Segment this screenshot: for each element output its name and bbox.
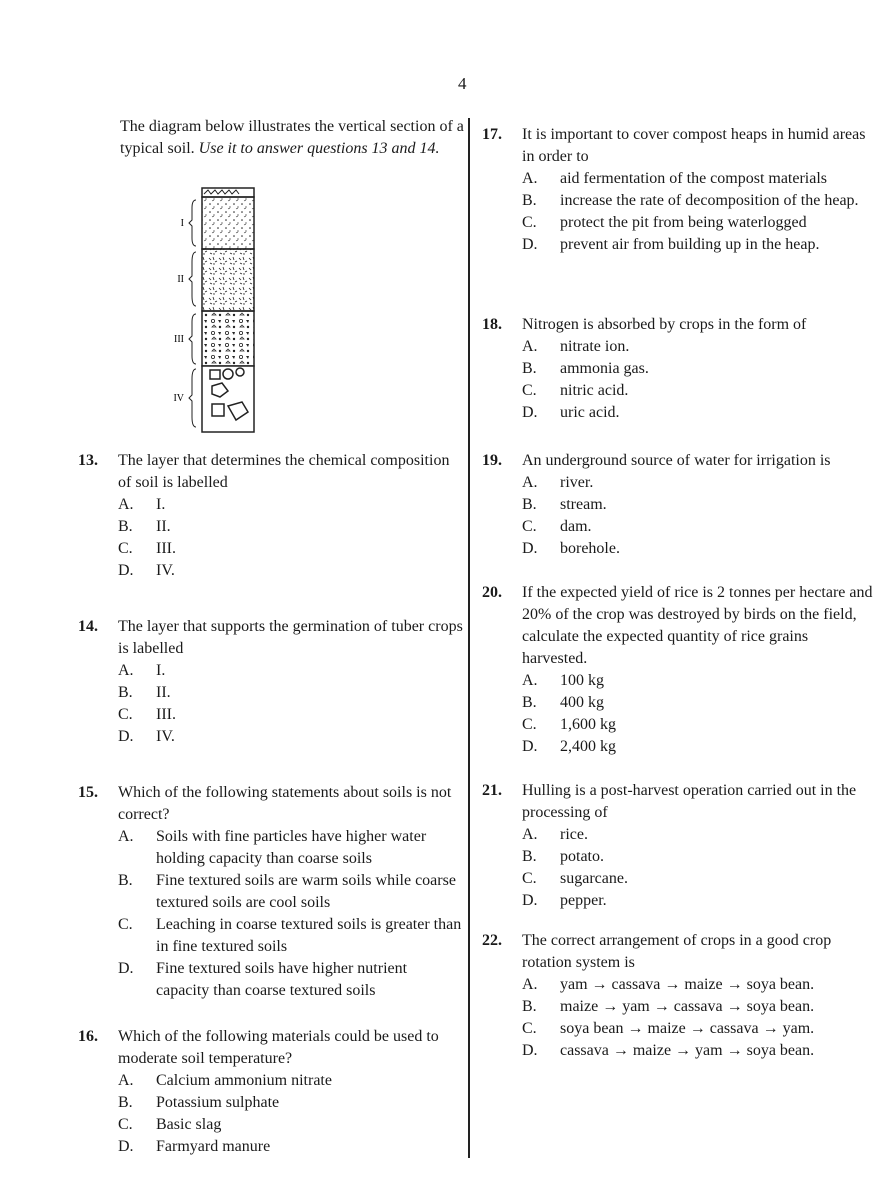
layer-label-ii: II: [177, 274, 184, 285]
option-a[interactable]: A. 100 kg: [522, 672, 604, 689]
option-a[interactable]: A. nitrate ion.: [522, 338, 630, 355]
intro-instruction: Use it to answer questions 13 and 14.: [198, 140, 440, 157]
question-stem: An underground source of water for irrigation is: [522, 452, 831, 469]
question-20: [482, 582, 877, 758]
question-stem: Which of the following statements about soils is not correct?: [118, 784, 452, 823]
option-d[interactable]: D. IV.: [118, 728, 175, 745]
question-21: [482, 780, 877, 912]
question-13: [78, 450, 463, 582]
option-c[interactable]: C. protect the pit from being waterlogged: [522, 214, 807, 231]
option-c[interactable]: C. sugarcane.: [522, 870, 628, 887]
question-number: 22.: [482, 932, 502, 949]
question-14: [78, 616, 463, 748]
question-number: 14.: [78, 618, 98, 635]
question-stem: It is important to cover compost heaps in humid areas in order to: [522, 126, 866, 165]
option-d[interactable]: D. IV.: [118, 562, 175, 579]
page-number: 4: [458, 74, 467, 93]
option-c[interactable]: C. III.: [118, 706, 176, 723]
option-c[interactable]: C. soya bean → maize → cassava → yam.: [522, 1020, 815, 1037]
option-b[interactable]: B. potato.: [522, 848, 604, 865]
option-a[interactable]: A. I.: [118, 496, 166, 513]
question-number: 16.: [78, 1028, 98, 1045]
soil-layer-i: [202, 197, 254, 249]
layer-label-iii: III: [174, 334, 184, 345]
option-b[interactable]: B. II.: [118, 518, 171, 535]
option-a[interactable]: A. Soils with fine particles have higher water holding capacity than coarse soils: [118, 828, 427, 867]
option-c[interactable]: C. dam.: [522, 518, 592, 535]
option-a[interactable]: A. aid fermentation of the compost materials: [522, 170, 828, 187]
option-d[interactable]: D. pepper.: [522, 892, 607, 909]
option-d[interactable]: D. borehole.: [522, 540, 620, 557]
question-stem: Nitrogen is absorbed by crops in the form of: [522, 316, 807, 333]
question-number: 20.: [482, 584, 502, 601]
question-stem: Which of the following materials could be used to moderate soil temperature?: [118, 1028, 439, 1067]
option-b[interactable]: B. ammonia gas.: [522, 360, 649, 377]
column-divider: [468, 118, 470, 1158]
option-b[interactable]: B. II.: [118, 684, 171, 701]
question-19: [482, 450, 877, 560]
option-c[interactable]: C. 1,600 kg: [522, 716, 616, 733]
question-stem: The correct arrangement of crops in a good crop rotation system is: [522, 932, 832, 971]
option-b[interactable]: B. Fine textured soils are warm soils while coarse textured soils are cool soils: [118, 872, 456, 911]
option-d[interactable]: D. Fine textured soils have higher nutrient capacity than coarse textured soils: [118, 960, 408, 999]
question-stem: If the expected yield of rice is 2 tonnes per hectare and 20% of the crop was destroyed by birds on the field, calculate the expected quantity of rice grains harvested.: [522, 584, 873, 667]
option-c[interactable]: C. Leaching in coarse textured soils is greater than in fine textured soils: [118, 916, 462, 955]
option-d[interactable]: D. prevent air from building up in the heap.: [522, 236, 820, 253]
intro-text: The diagram below illustrates the vertical section of a typical soil.: [120, 118, 464, 157]
layer-label-iv: IV: [173, 393, 184, 404]
question-17: [482, 124, 877, 256]
soil-profile-diagram: [168, 186, 268, 436]
question-number: 19.: [482, 452, 502, 469]
option-d[interactable]: D. 2,400 kg: [522, 738, 616, 755]
question-number: 21.: [482, 782, 502, 799]
question-number: 15.: [78, 784, 98, 801]
question-number: 18.: [482, 316, 502, 333]
question-number: 17.: [482, 126, 502, 143]
question-15: [78, 782, 463, 1002]
option-a[interactable]: A. I.: [118, 662, 166, 679]
question-22: [482, 930, 877, 1062]
question-18: [482, 314, 877, 424]
soil-layer-iii: [202, 311, 254, 366]
option-b[interactable]: B. increase the rate of decomposition of the heap.: [522, 192, 859, 209]
question-stem: Hulling is a post-harvest operation carried out in the processing of: [522, 782, 857, 821]
option-b[interactable]: B. 400 kg: [522, 694, 604, 711]
option-b[interactable]: B. Potassium sulphate: [118, 1094, 280, 1111]
option-c[interactable]: C. III.: [118, 540, 176, 557]
option-d[interactable]: D. cassava → maize → yam → soya bean.: [522, 1042, 815, 1059]
question-stem: The layer that determines the chemical composition of soil is labelled: [118, 452, 450, 491]
layer-label-i: I: [180, 218, 184, 229]
option-b[interactable]: B. maize → yam → cassava → soya bean.: [522, 998, 815, 1015]
option-d[interactable]: D. Farmyard manure: [118, 1138, 271, 1155]
option-a[interactable]: A. Calcium ammonium nitrate: [118, 1072, 332, 1089]
option-b[interactable]: B. stream.: [522, 496, 607, 513]
diagram-intro: [120, 116, 465, 160]
soil-layer-ii: [202, 249, 254, 311]
question-number: 13.: [78, 452, 98, 469]
option-c[interactable]: C. Basic slag: [118, 1116, 222, 1133]
option-a[interactable]: A. yam → cassava → maize → soya bean.: [522, 976, 815, 993]
option-a[interactable]: A. river.: [522, 474, 594, 491]
option-c[interactable]: C. nitric acid.: [522, 382, 629, 399]
option-a[interactable]: A. rice.: [522, 826, 588, 843]
option-d[interactable]: D. uric acid.: [522, 404, 620, 421]
question-16: [78, 1026, 463, 1158]
question-stem: The layer that supports the germination of tuber crops is labelled: [118, 618, 463, 657]
